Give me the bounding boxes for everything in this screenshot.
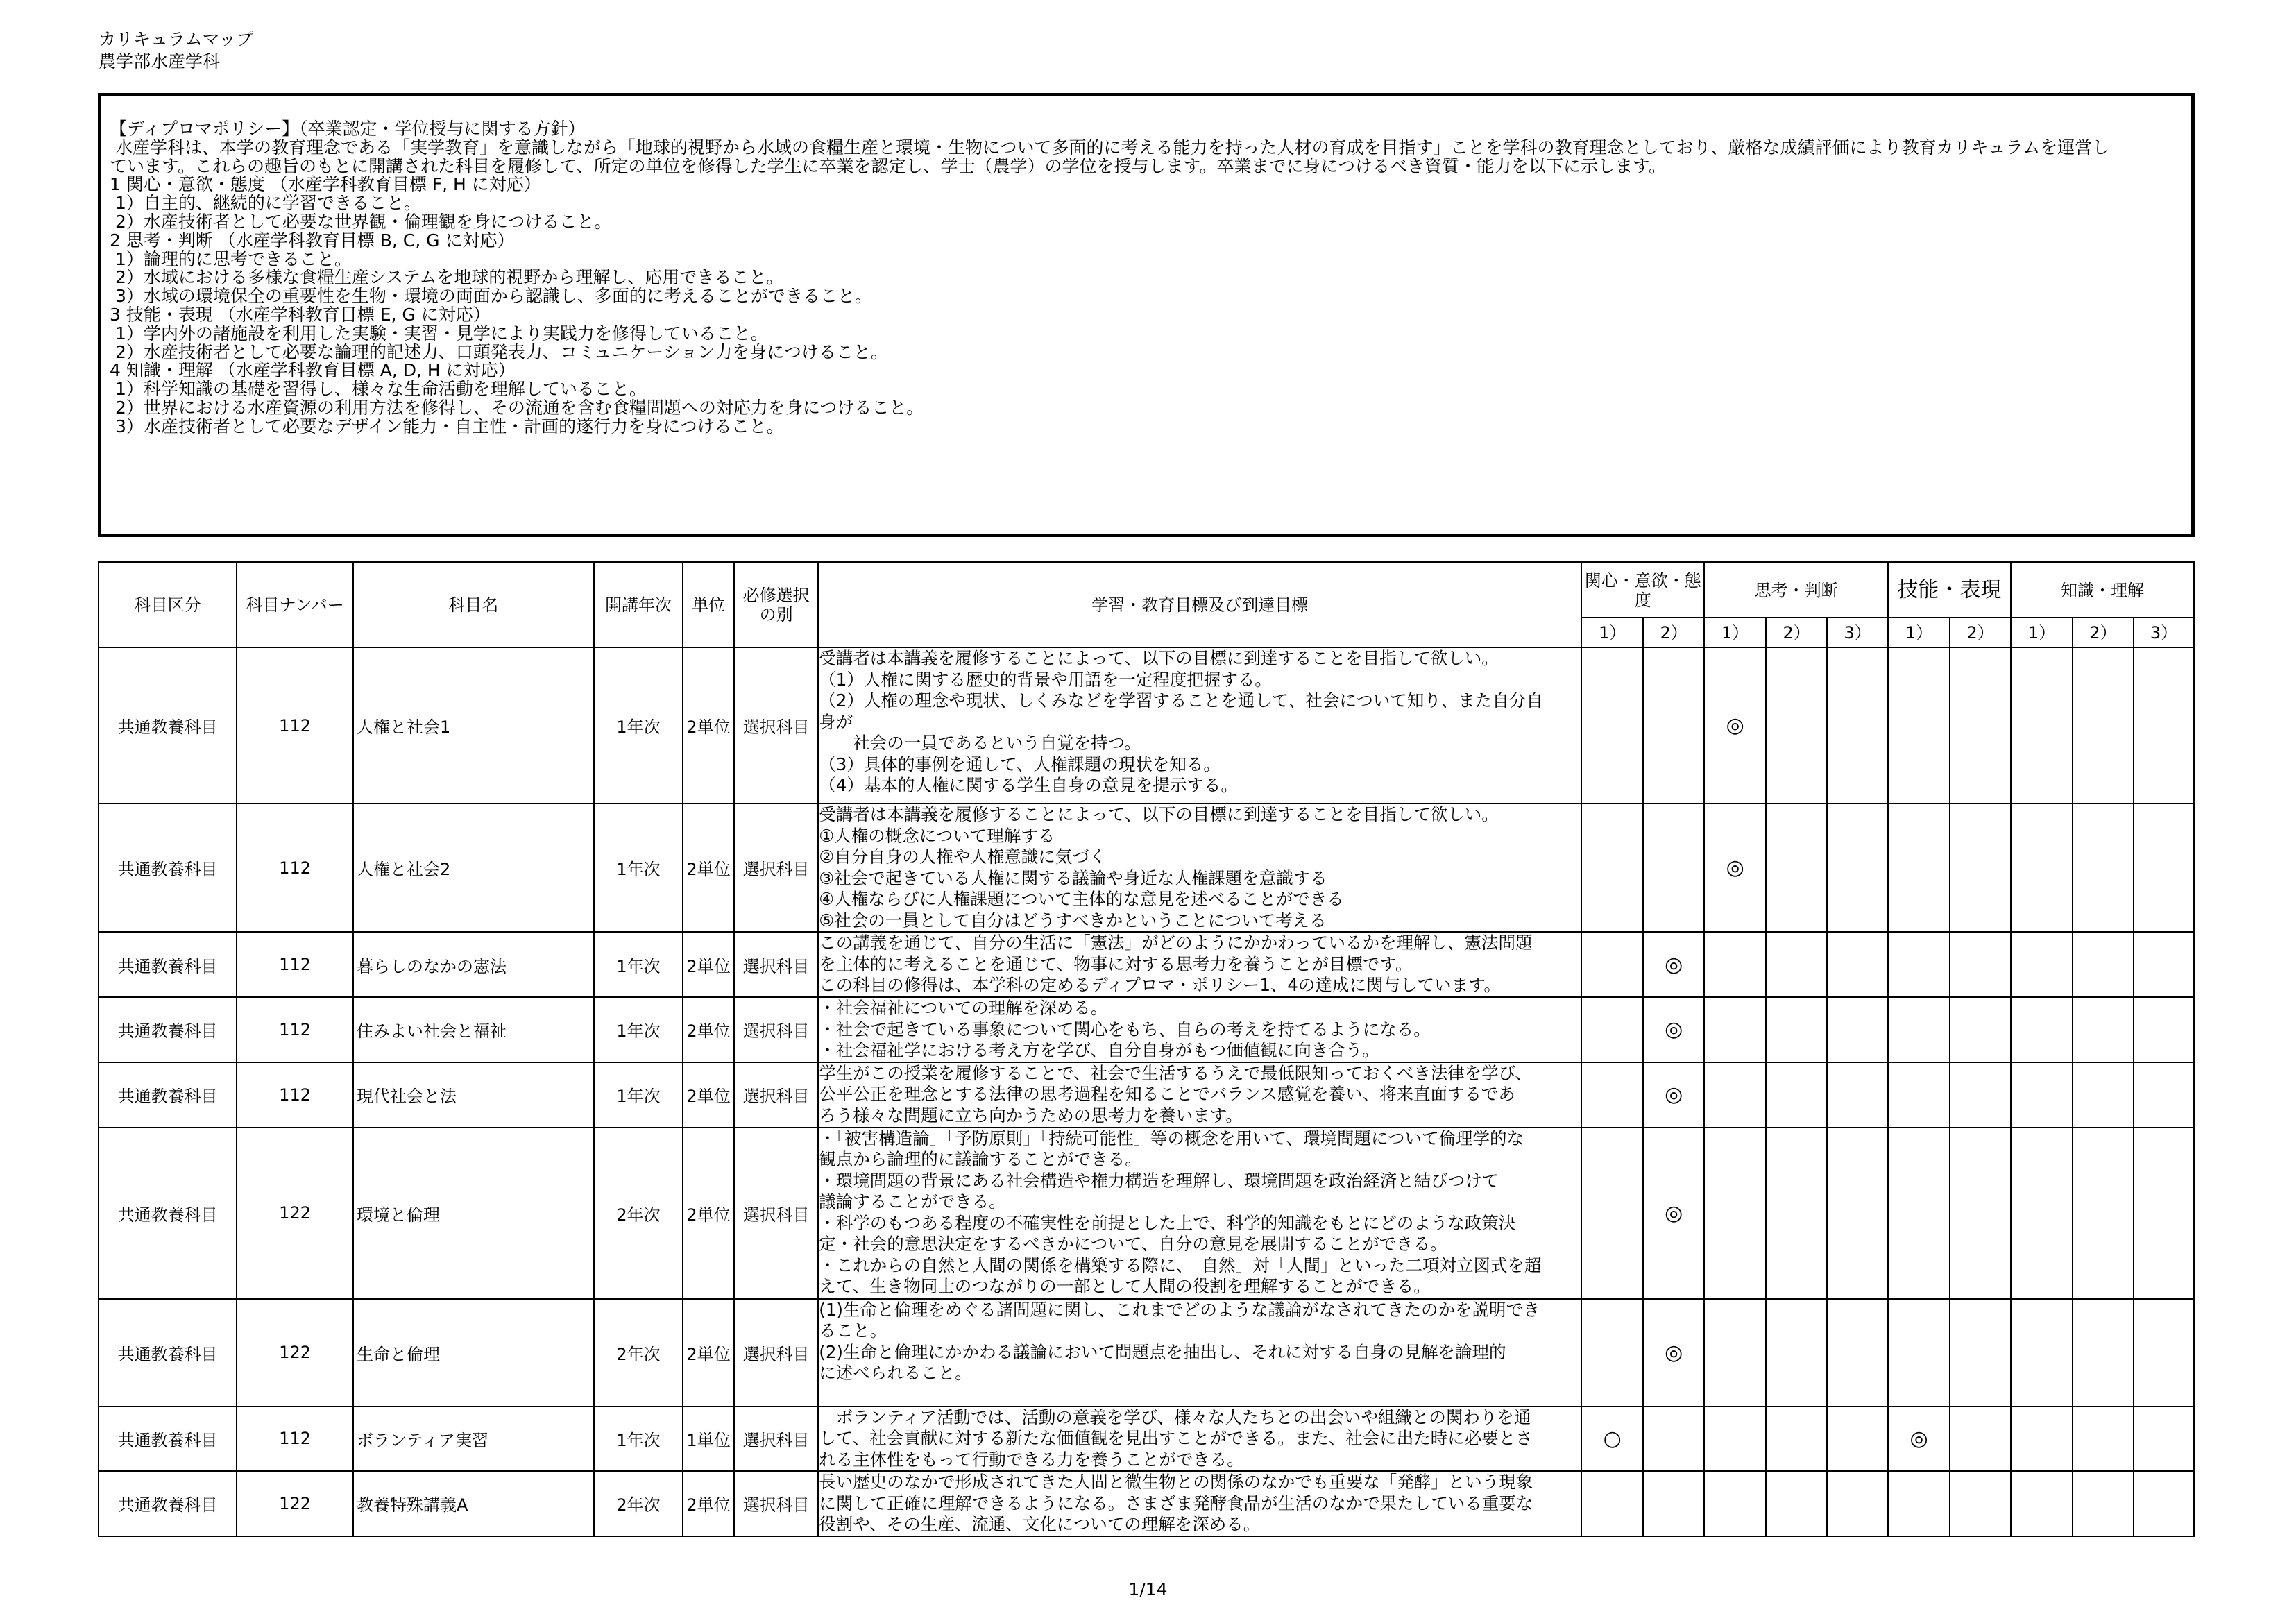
mark-cell (1827, 647, 1888, 804)
mark-cell (2073, 932, 2134, 997)
cell-number: 112 (237, 647, 353, 804)
cell-goals (818, 1128, 1581, 1299)
col-name: 科目名 (353, 562, 594, 647)
cell-credit: 2単位 (683, 932, 734, 997)
policy-line: 2 思考・判断 （水産学科教育目標 B, C, G に対応） (110, 230, 515, 250)
cell-required: 選択科目 (734, 1471, 818, 1536)
mark-cell (1581, 647, 1643, 804)
goal-line: に述べられること。 (819, 1363, 972, 1383)
table-row (99, 997, 2194, 1062)
goal-line: ⑤社会の一員として自分はどうすべきかということについて考える (819, 910, 1327, 931)
mark-cell (1766, 997, 1827, 1062)
mark-cell (1827, 932, 1888, 997)
mark-cell (1766, 804, 1827, 932)
mark-cell (1950, 647, 2011, 804)
mark-cell (2134, 804, 2194, 932)
mark-cell (1950, 1062, 2011, 1128)
cell-goals (818, 997, 1581, 1062)
table-body (99, 647, 2194, 1536)
mark-cell (1766, 1407, 1827, 1472)
cell-name: 住みよい社会と福祉 (353, 997, 594, 1062)
table-row (99, 1062, 2194, 1128)
mark-cell (2073, 1471, 2134, 1536)
goal-line: ・社会福祉についての理解を深める。 (819, 998, 1108, 1018)
table-row (99, 932, 2194, 997)
sub-header-cell: 2） (1950, 618, 2011, 647)
goal-line: ・これからの自然と人間の関係を構築する際に、「自然」対「人間」といった二項対立図式を超 (819, 1255, 1542, 1275)
cell-year: 1年次 (594, 804, 683, 932)
mark-cell (2011, 1471, 2073, 1536)
mark-cell (1950, 1128, 2011, 1299)
table-row (99, 1299, 2194, 1407)
policy-line: 4 知識・理解 （水産学科教育目標 A, D, H に対応） (110, 360, 516, 381)
goal-line: （1）人権に関する歴史的背景や用語を一定程度把握する。 (819, 669, 1272, 690)
mark-cell: ○ (1581, 1407, 1643, 1472)
sub-header-cell: 2） (1643, 618, 1704, 647)
page-number: 1/14 (1128, 1579, 1168, 1599)
cell-category: 共通教養科目 (99, 1407, 237, 1472)
mark-cell (2011, 932, 2073, 997)
cell-credit: 1単位 (683, 1407, 734, 1472)
mark-cell: ◎ (1643, 932, 1704, 997)
group-knowledge: 知識・理解 (2011, 562, 2194, 618)
goal-line: ①人権の概念について理解する (819, 825, 1055, 846)
goal-line: 長い歴史のなかで形成されてきた人間と微生物との関係のなかでも重要な「発酵」という現象 (819, 1472, 1533, 1492)
goal-line: ③社会で起きている人権に関する議論や身近な人権課題を意識する (819, 867, 1327, 888)
policy-line: 水産学科は、本学の教育理念である「実学教育」を意識しながら「地球的視野から水域の食糧生産と環境・生物について多面的に考える能力を持った人材の育成を目指す」ことを学科の教育理念としており、厳格な成績評価により教育カリキュラムを運営し (110, 137, 2110, 158)
mark-cell (2134, 647, 2194, 804)
mark-cell (2073, 997, 2134, 1062)
sub-header-cell: 1） (1704, 618, 1766, 647)
mark-cell (1704, 1128, 1766, 1299)
table-row (99, 1471, 2194, 1536)
mark-cell (1827, 1299, 1888, 1407)
cell-year: 1年次 (594, 997, 683, 1062)
cell-name: 環境と倫理 (353, 1128, 594, 1299)
goal-line: （4）基本的人権に関する学生自身の意見を提示する。 (819, 775, 1238, 795)
cell-goals (818, 1062, 1581, 1128)
mark-cell (1827, 1407, 1888, 1472)
goal-line: して、社会貢献に対する新たな価値観を見出すことができる。また、社会に出た時に必要とさ (819, 1428, 1533, 1448)
cell-name: 現代社会と法 (353, 1062, 594, 1128)
mark-cell (1766, 1471, 1827, 1536)
mark-cell (1766, 1299, 1827, 1407)
table-row (99, 1407, 2194, 1472)
mark-cell (1704, 1471, 1766, 1536)
mark-cell (1950, 997, 2011, 1062)
goal-line: ②自分自身の人権や人権意識に気づく (819, 847, 1107, 867)
policy-line: 2）水産技術者として必要な世界観・倫理観を身につけること。 (110, 211, 612, 232)
cell-category: 共通教養科目 (99, 1299, 237, 1407)
cell-goals (818, 647, 1581, 804)
cell-category: 共通教養科目 (99, 804, 237, 932)
cell-required: 選択科目 (734, 647, 818, 804)
cell-name: 教養特殊講義A (353, 1471, 594, 1536)
cell-number: 112 (237, 1407, 353, 1472)
cell-year: 1年次 (594, 1407, 683, 1472)
goal-line: 公平公正を理念とする法律の思考過程を知ることでバランス感覚を養い、将来直面するであ (819, 1084, 1515, 1104)
cell-goals (818, 1299, 1581, 1407)
table-row (99, 647, 2194, 804)
mark-cell (1888, 804, 1950, 932)
group-thinking: 思考・判断 (1704, 562, 1888, 618)
goal-line: を主体的に考えることを通じて、物事に対する思考力を養うことが目標です。 (819, 953, 1413, 974)
policy-line: 1）論理的に思考できること。 (110, 248, 352, 269)
mark-cell (1888, 1128, 1950, 1299)
mark-cell (1888, 1062, 1950, 1128)
mark-cell (2134, 1471, 2194, 1536)
sub-header-cell: 2） (1766, 618, 1827, 647)
mark-cell: ◎ (1704, 804, 1766, 932)
col-category: 科目区分 (99, 562, 237, 647)
table-row (99, 804, 2194, 932)
cell-name: 暮らしのなかの憲法 (353, 932, 594, 997)
mark-cell (1581, 1062, 1643, 1128)
mark-cell (1581, 932, 1643, 997)
cell-category: 共通教養科目 (99, 1471, 237, 1536)
goal-line: ④人権ならびに人権課題について主体的な意見を述べることができる (819, 889, 1344, 909)
diploma-policy-box (98, 93, 2195, 537)
cell-number: 122 (237, 1299, 353, 1407)
policy-line: 2）水域における多様な食糧生産システムを地球的視野から理解し、応用できること。 (110, 267, 784, 288)
mark-cell (2073, 804, 2134, 932)
mark-cell (1766, 647, 1827, 804)
goal-line: （3）具体的事例を通して、人権課題の現状を知る。 (819, 754, 1221, 774)
policy-line: 1 関心・意欲・態度 （水産学科教育目標 F, H に対応） (110, 174, 541, 195)
mark-cell (1827, 1128, 1888, 1299)
sub-header-cell: 1） (2011, 618, 2073, 647)
mark-cell (1766, 1128, 1827, 1299)
doc-title: カリキュラムマップ (99, 29, 254, 49)
cell-number: 112 (237, 932, 353, 997)
cell-category: 共通教養科目 (99, 647, 237, 804)
policy-line: 3）水域の環境保全の重要性を生物・環境の両面から認識し、多面的に考えることができること。 (110, 286, 872, 307)
col-credit: 単位 (683, 562, 734, 647)
cell-credit: 2単位 (683, 647, 734, 804)
goal-line: 身が (819, 711, 853, 732)
mark-cell (1643, 804, 1704, 932)
goal-line: えて、生き物同士のつながりの一部として人間の役割を理解することができる。 (819, 1276, 1431, 1296)
mark-cell (1888, 1299, 1950, 1407)
policy-line: 2）世界における水産資源の利用方法を修得し、その流通を含む食糧問題への対応力を身につけること。 (110, 397, 924, 418)
mark-cell (1581, 1471, 1643, 1536)
mark-cell: ◎ (1643, 1062, 1704, 1128)
mark-cell (2011, 1299, 2073, 1407)
cell-number: 112 (237, 804, 353, 932)
cell-number: 112 (237, 1062, 353, 1128)
goal-line: 受講者は本講義を履修することによって、以下の目標に到達することを目指して欲しい。 (819, 804, 1499, 824)
goal-line: 観点から論理的に議論することができる。 (819, 1149, 1142, 1169)
mark-cell (1888, 647, 1950, 804)
cell-goals (818, 1407, 1581, 1472)
col-goals: 学習・教育目標及び到達目標 (818, 562, 1581, 647)
goal-line: ・「被害構造論」「予防原則」「持続可能性」等の概念を用いて、環境問題について倫理学的な (819, 1128, 1524, 1148)
policy-heading: 【ディプロマポリシー】（卒業認定・学位授与に関する方針） (110, 119, 586, 139)
cell-number: 122 (237, 1471, 353, 1536)
cell-credit: 2単位 (683, 1471, 734, 1536)
mark-cell (1888, 997, 1950, 1062)
cell-credit: 2単位 (683, 1062, 734, 1128)
policy-line: 1）科学知識の基礎を習得し、様々な生命活動を理解していること。 (110, 379, 647, 400)
col-number: 科目ナンバー (237, 562, 353, 647)
cell-goals (818, 804, 1581, 932)
cell-category: 共通教養科目 (99, 1062, 237, 1128)
goal-line: 受講者は本講義を履修することによって、以下の目標に到達することを目指して欲しい。 (819, 648, 1499, 668)
mark-cell (1950, 804, 2011, 932)
mark-cell (2134, 932, 2194, 997)
cell-required: 選択科目 (734, 1062, 818, 1128)
mark-cell (1950, 1471, 2011, 1536)
mark-cell (2011, 647, 2073, 804)
mark-cell (1704, 932, 1766, 997)
goal-line: 議論することができる。 (819, 1191, 1006, 1212)
cell-name: 生命と倫理 (353, 1299, 594, 1407)
mark-cell (1950, 1299, 2011, 1407)
sub-header-cell: 3） (2134, 618, 2194, 647)
col-required: 必修選択の別 (734, 562, 818, 647)
mark-cell (2134, 1407, 2194, 1472)
mark-cell (1581, 804, 1643, 932)
cell-year: 2年次 (594, 1128, 683, 1299)
cell-goals (818, 932, 1581, 997)
mark-cell (1704, 1062, 1766, 1128)
mark-cell: ◎ (1643, 1299, 1704, 1407)
policy-line: 2）水産技術者として必要な論理的記述力、口頭発表力、コミュニケーション力を身につけること。 (110, 341, 888, 362)
mark-cell (2073, 1299, 2134, 1407)
mark-cell: ◎ (1643, 1128, 1704, 1299)
cell-goals (818, 1471, 1581, 1536)
policy-lines (110, 139, 2183, 436)
sub-header-cell: 2） (2073, 618, 2134, 647)
cell-credit: 2単位 (683, 1128, 734, 1299)
goal-line: 社会の一員であるという自覚を持つ。 (819, 733, 1141, 753)
cell-category: 共通教養科目 (99, 932, 237, 997)
mark-cell (1827, 1062, 1888, 1128)
mark-cell (2011, 1128, 2073, 1299)
cell-required: 選択科目 (734, 1128, 818, 1299)
sub-header-cell: 1） (1581, 618, 1643, 647)
policy-line: 3）水産技術者として必要なデザイン能力・自主性・計画的遂行力を身につけること。 (110, 416, 784, 436)
cell-year: 2年次 (594, 1299, 683, 1407)
goal-line: ボランティア活動では、活動の意義を学び、様々な人たちとの出会いや組織との関わりを通 (819, 1407, 1531, 1427)
cell-number: 122 (237, 1128, 353, 1299)
mark-cell (1704, 1299, 1766, 1407)
mark-cell (2073, 1407, 2134, 1472)
mark-cell (1888, 1471, 1950, 1536)
mark-cell (1950, 932, 2011, 997)
sub-header-cell: 1） (1888, 618, 1950, 647)
group-interest: 関心・意欲・態度 (1581, 562, 1704, 618)
mark-cell (1581, 1128, 1643, 1299)
cell-required: 選択科目 (734, 804, 818, 932)
cell-name: 人権と社会1 (353, 647, 594, 804)
cell-credit: 2単位 (683, 804, 734, 932)
mark-cell (1704, 997, 1766, 1062)
mark-cell (2073, 1128, 2134, 1299)
mark-cell (2011, 1062, 2073, 1128)
goal-line: (2)生命と倫理にかかわる議論において問題点を抽出し、それに対する自身の見解を論理的 (819, 1341, 1506, 1362)
goal-line: ・社会福祉学における考え方を学び、自分自身がもつ価値観に向き合う。 (819, 1040, 1379, 1060)
col-year: 開講年次 (594, 562, 683, 647)
sub-header-cell: 3） (1827, 618, 1888, 647)
cell-year: 1年次 (594, 932, 683, 997)
goal-line: ること。 (819, 1320, 887, 1341)
mark-cell (2134, 997, 2194, 1062)
cell-name: 人権と社会2 (353, 804, 594, 932)
mark-cell (2073, 1062, 2134, 1128)
mark-cell (1643, 647, 1704, 804)
mark-cell (1581, 997, 1643, 1062)
policy-line: 1）学内外の諸施設を利用した実験・実習・見学により実践力を修得していること。 (110, 323, 768, 343)
mark-cell (2011, 997, 2073, 1062)
cell-credit: 2単位 (683, 997, 734, 1062)
goal-line: ・社会で起きている事象について関心をもち、自らの考えを持てるようになる。 (819, 1019, 1431, 1039)
cell-required: 選択科目 (734, 1407, 818, 1472)
group-skills: 技能・表現 (1888, 562, 2011, 618)
mark-cell: ◎ (1643, 997, 1704, 1062)
cell-required: 選択科目 (734, 1299, 818, 1407)
goal-line: （2）人権の理念や現状、しくみなどを学習することを通して、社会について知り、また自分自 (819, 690, 1543, 711)
mark-cell (1766, 932, 1827, 997)
goal-line: れる主体性をもって行動できる力を養うことができる。 (819, 1449, 1244, 1470)
goal-line: ・科学のもつある程度の不確実性を前提とした上で、科学的知識をもとにどのような政策決 (819, 1212, 1516, 1233)
policy-line: 3 技能・表現 （水産学科教育目標 E, G に対応） (110, 304, 491, 325)
goal-line: に関して正確に理解できるようになる。さまざま発酵食品が生活のなかで果たしている重要な (819, 1493, 1533, 1513)
goal-line: 役割や、その生産、流通、文化についての理解を深める。 (819, 1514, 1261, 1534)
cell-credit: 2単位 (683, 1299, 734, 1407)
mark-cell (1643, 1407, 1704, 1472)
policy-line: ています。これらの趣旨のもとに開講された科目を履修して、所定の単位を修得した学生に卒業を認定し、学士（農学）の学位を授与します。卒業までに身につけるべき資質・能力を以下に示します。 (110, 155, 1667, 176)
goal-line: 学生がこの授業を履修することで、社会で生活するうえで最低限知っておくべき法律を学び、 (819, 1062, 1532, 1083)
mark-cell (1827, 804, 1888, 932)
goal-line: ・環境問題の背景にある社会構造や権力構造を理解し、環境問題を政治経済と結びつけて (819, 1170, 1499, 1191)
cell-required: 選択科目 (734, 997, 818, 1062)
mark-cell (1827, 1471, 1888, 1536)
cell-category: 共通教養科目 (99, 1128, 237, 1299)
mark-cell (1581, 1299, 1643, 1407)
department-name: 農学部水産学科 (99, 51, 221, 71)
mark-cell (2134, 1062, 2194, 1128)
cell-year: 1年次 (594, 1062, 683, 1128)
cell-year: 2年次 (594, 1471, 683, 1536)
goal-line: ろう様々な問題に立ち向かうための思考力を養います。 (819, 1105, 1243, 1125)
cell-category: 共通教養科目 (99, 997, 237, 1062)
cell-name: ボランティア実習 (353, 1407, 594, 1472)
curriculum-map-table (98, 561, 2195, 1537)
mark-cell (1888, 932, 1950, 997)
mark-cell (2134, 1299, 2194, 1407)
cell-year: 1年次 (594, 647, 683, 804)
mark-cell (2134, 1128, 2194, 1299)
mark-cell (1827, 997, 1888, 1062)
mark-cell: ◎ (1888, 1407, 1950, 1472)
mark-cell (1766, 1062, 1827, 1128)
policy-line: 1）自主的、継続的に学習できること。 (110, 193, 421, 214)
mark-cell (1704, 1407, 1766, 1472)
mark-cell (2073, 647, 2134, 804)
mark-cell (2011, 804, 2073, 932)
cell-number: 112 (237, 997, 353, 1062)
mark-cell (1643, 1471, 1704, 1536)
mark-cell (1950, 1407, 2011, 1472)
mark-cell (2011, 1407, 2073, 1472)
mark-cell: ◎ (1704, 647, 1766, 804)
table-row (99, 1128, 2194, 1299)
goal-line: (1)生命と倫理をめぐる諸問題に関し、これまでどのような議論がなされてきたのかを説明でき (819, 1299, 1540, 1320)
cell-required: 選択科目 (734, 932, 818, 997)
goal-line: この講義を通じて、自分の生活に「憲法」がどのようにかかわっているかを理解し、憲法問題 (819, 933, 1533, 953)
goal-line: 定・社会的意思決定をするべきかについて、自分の意見を展開することができる。 (819, 1234, 1447, 1254)
goal-line: この科目の修得は、本学科の定めるディプロマ・ポリシー1、4の達成に関与しています。 (819, 975, 1502, 995)
